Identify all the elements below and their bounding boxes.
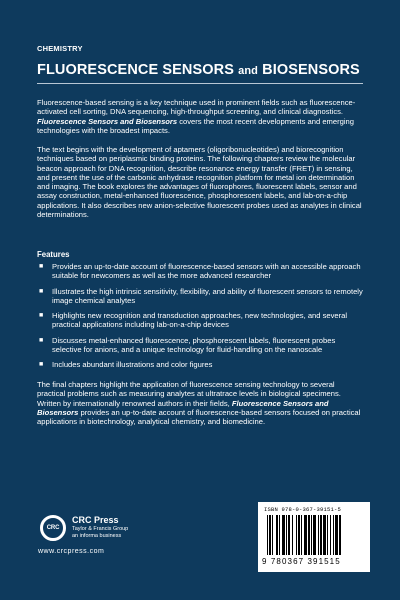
intro-paragraph (37, 98, 363, 135)
title-and: and (238, 65, 258, 77)
feature-item (37, 262, 363, 281)
title-end: BIOSENSORS (262, 62, 360, 78)
publisher-tagline: an informa business (72, 533, 122, 539)
crc-logo-icon (40, 515, 66, 541)
intro-text-a: Fluorescence-based sensing is a key technique used in prominent fields such as fluorescence-activated cell sorting, DNA sequencing, high-throughput screening, and clinical diagnostics. (37, 98, 356, 117)
barcode-number: 9 780367 391515 (262, 557, 341, 566)
features-list (37, 262, 363, 376)
feature-item (37, 287, 363, 306)
publisher-name: CRC Press (72, 515, 119, 525)
intro-book-title: Fluorescence Sensors and Biosensors (37, 116, 178, 126)
feature-item (37, 360, 363, 369)
feature-text: Highlights new recognition and transduction approaches, new technologies, and several practical applications including lab-on-a-chip devices (52, 311, 348, 330)
closing-paragraph (37, 380, 363, 426)
feature-item (37, 311, 363, 330)
bullet-icon: ■ (39, 361, 44, 369)
bullet-icon: ■ (39, 263, 44, 270)
isbn-label: ISBN 978-0-367-39151-5 (264, 506, 342, 513)
book-title (37, 62, 360, 78)
feature-text: Provides an up-to-date account of fluorescence-based sensors with an accessible approach suitable for newcomers as well as the more advanced researcher (52, 262, 361, 281)
bullet-icon: ■ (39, 312, 44, 320)
title-main: FLUORESCENCE SENSORS (37, 62, 234, 78)
body-paragraph: The text begins with the development of aptamers (oligoribonucleotides) and biorecognition techniques based on periplasmic binding proteins. The following chapters review the molecular beacon approach for DNA recognition, describe resonance energy transfer (FRET) in sensing, and present the use of the carbonic anhydrase recognition platform for metal ion determination and imaging. The book explores the advantages of fluorophores, fluorescent labels, sensor and assay construction, metal-enhanced fluorescence, phosphorescent labels, and lab-on-a-chip applications. It also describes new anion-selective fluorescent probes used as analytes in clinical determinations. (37, 145, 362, 220)
category-label: CHEMISTRY (37, 44, 83, 53)
feature-text: Discusses metal-enhanced fluorescence, phosphorescent labels, fluorescent probes selective for anions, and a unique technology for fluid-handling on the nanoscale (52, 335, 336, 355)
publisher-website: www.crcpress.com (38, 548, 105, 555)
barcode-panel (258, 502, 370, 572)
closing-text-b: provides an up-to-date account of fluorescence-based sensors focused on practical applications in biotechnology, analytical chemistry, and biomedicine. (37, 407, 361, 427)
bullet-icon: ■ (39, 287, 44, 295)
barcode-icon (266, 515, 362, 555)
logo-text: CRC (46, 525, 60, 531)
feature-text: Illustrates the high intrinsic sensitivity, flexibility, and ability of fluorescent sensors to remotely image chemical analytes (52, 286, 363, 305)
intro-text-b: covers the most recent developments and emerging technologies with the broadest impacts. (37, 116, 354, 135)
feature-text: Includes abundant illustrations and color figures (52, 360, 213, 370)
features-heading: Features (37, 250, 70, 259)
feature-item (37, 336, 363, 355)
publisher-group: Taylor & Francis Group (72, 526, 129, 532)
closing-text-a: The final chapters highlight the application of fluorescence sensing technology to several practical problems such as measuring analytes at ultratrace levels in biological specimens. Written by internationally renowned authors in their fields, (37, 380, 341, 408)
title-divider (37, 83, 363, 84)
closing-book-title: Fluorescence Sensors and Biosensors (37, 398, 329, 417)
bullet-icon: ■ (39, 336, 44, 344)
